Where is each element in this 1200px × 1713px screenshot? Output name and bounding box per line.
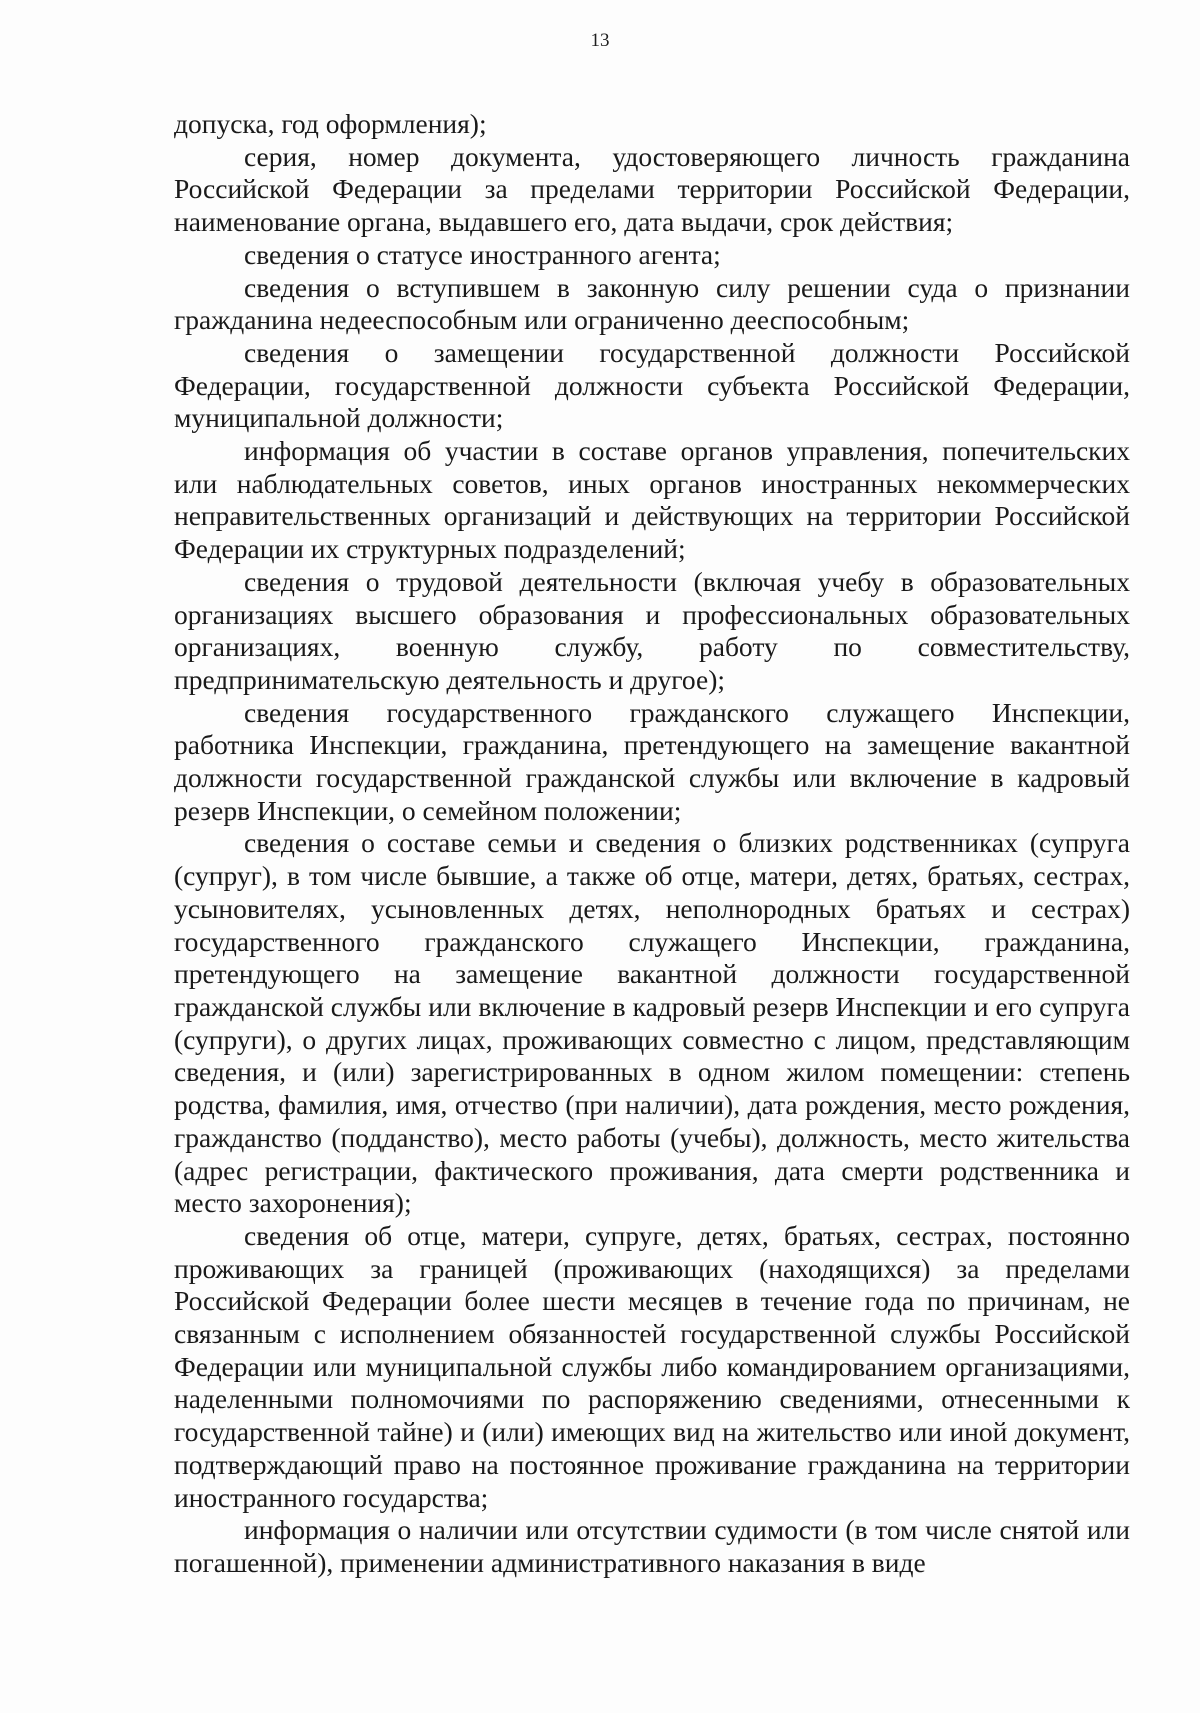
paragraph-state-position: сведения о замещении государственной должности Российской Федерации, государственной должности субъекта Российской Федерации, муниципальной должности; (174, 336, 1130, 434)
paragraph-continuation: допуска, год оформления); (174, 108, 487, 139)
paragraph-criminal-record: информация о наличии или отсутствии судимости (в том числе снятой или погашенной), применении административного наказания в виде (174, 1514, 1130, 1578)
paragraph-passport-abroad: серия, номер документа, удостоверяющего личность гражданина Российской Федерации за пределами территории Российской Федерации, наименование органа, выдавшего его, дата выдачи, срок действия; (174, 140, 1130, 238)
document-body (174, 108, 1130, 1580)
paragraph-foreign-ngo: информация об участии в составе органов управления, попечительских или наблюдательных советов, иных органов иностранных некоммерческих неправительственных организаций и действующих на территории Российской Федерации их структурных подразделений; (174, 435, 1130, 565)
paragraph-court-decision: сведения о вступившем в законную силу решении суда о признании гражданина недееспособным или ограниченно дееспособным; (174, 271, 1130, 336)
page-number: 13 (590, 30, 610, 51)
paragraph-labor-activity: сведения о трудовой деятельности (включая учебу в образовательных организациях высшего образования и профессиональных образовательных организациях, военную службу, работу по совместительству, предпринимательскую деятельность и другое); (174, 565, 1130, 695)
paragraph-marital-status: сведения государственного гражданского служащего Инспекции, работника Инспекции, гражданина, претендующего на замещение вакантной должности государственной гражданской службы или включение в кадровый резерв Инспекции, о семейном положении; (174, 696, 1130, 826)
paragraph-relatives-abroad: сведения об отце, матери, супруге, детях, братьях, сестрах, постоянно проживающих за границей (проживающих (находящихся) за пределами Российской Федерации более шести месяцев в течение года по причинам, не связанным с исполнением обязанностей государственной службы Российской Федерации или муниципальной службы либо командированием организациями, наделенными полномочиями по распоряжению сведениями, отнесенными к государственной тайне) и (или) имеющих вид на жительство или иной документ, подтверждающий право на постоянное проживание гражданина на территории иностранного государства; (174, 1219, 1130, 1513)
paragraph-family-relatives: сведения о составе семьи и сведения о близких родственниках (супруга (супруг), в том числе бывшие, а также об отце, матери, детях, братьях, сестрах, усыновителях, усыновленных детях, неполнородных братьях и сестрах) государственного гражданского служащего Инспекции, гражданина, претендующего на замещение вакантной должности государственной гражданской службы или включение в кадровый резерв Инспекции и его супруга (супруги), о других лицах, проживающих совместно с лицом, представляющим сведения, и (или) зарегистрированных в одном жилом помещении: степень родства, фамилия, имя, отчество (при наличии), дата рождения, место рождения, гражданство (подданство), место работы (учебы), должность, место жительства (адрес регистрации, фактического проживания, дата смерти родственника и место захоронения); (174, 827, 1130, 1219)
paragraph-foreign-agent: сведения о статусе иностранного агента; (244, 238, 721, 270)
